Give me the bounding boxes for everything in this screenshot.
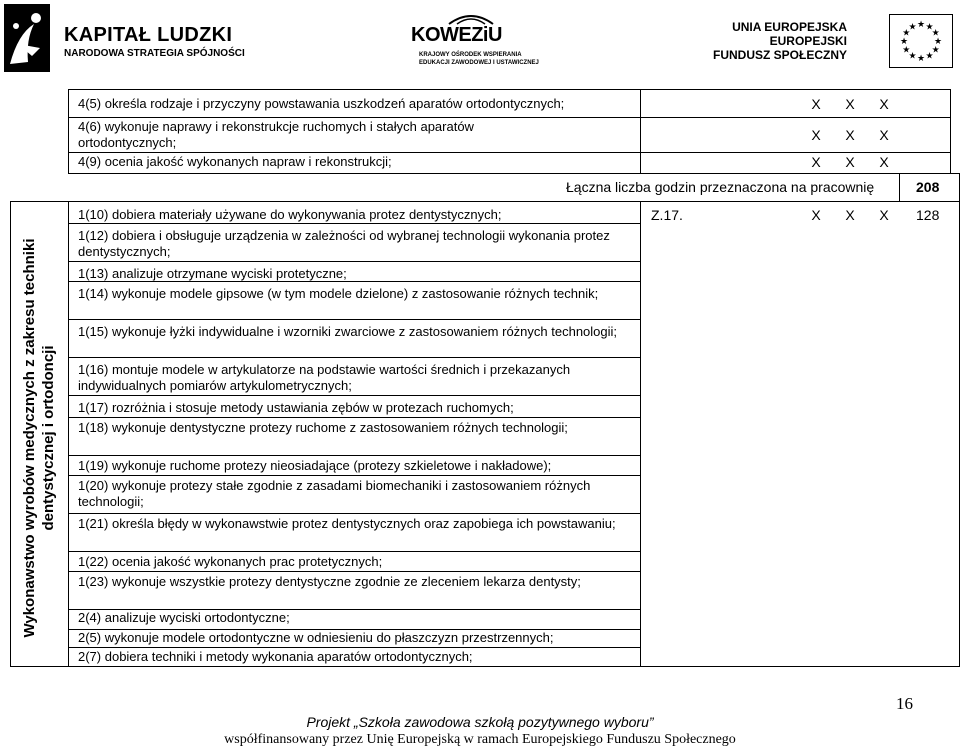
eu-line-1: UNIA EUROPEJSKA	[732, 20, 847, 34]
eu-star-icon: ★	[925, 21, 934, 32]
koweziu-subtitle-2: EDUKACJI ZAWODOWEJ I USTAWICZNEJ	[419, 60, 539, 66]
table-row-text: 1(16) montuje modele w artykulatorze na podstawie wartości średnich i przekazanych indywidualnych pomiarów artykulometrycznych;	[78, 362, 571, 393]
table-row-text: 1(23) wykonuje wszystkie protezy dentystyczne zgodnie ze zleceniem lekarza dentysty;	[78, 574, 581, 589]
footer-project: Projekt „Szkoła zawodowa szkołą pozytywnego wyboru”	[306, 714, 654, 730]
table-row-text: 4(6) wykonuje naprawy i rekonstrukcje ruchomych i stałych aparatów ortodontycznych;	[78, 119, 474, 150]
kapital-ludzki-subtitle: NARODOWA STRATEGIA SPÓJNOŚCI	[64, 48, 245, 59]
mark-cell: X	[879, 154, 889, 170]
eu-line-3: FUNDUSZ SPOŁECZNY	[712, 48, 847, 62]
mark-cell: X	[811, 127, 821, 143]
hours-cell: 128	[916, 207, 940, 223]
eu-star-icon: ★	[925, 50, 934, 61]
table-row-text: 1(15) wykonuje łyżki indywidualne i wzorniki zwarciowe z zastosowaniem różnych technologii;	[78, 324, 618, 339]
eu-star-icon: ★	[933, 36, 943, 46]
table-row-text: 1(13) analizuje otrzymane wyciski protetyczne;	[78, 266, 347, 281]
mark-cell: X	[879, 96, 889, 112]
koweziu-subtitle-1: KRAJOWY OŚRODEK WSPIERANIA	[419, 52, 522, 58]
eu-star-icon: ★	[902, 27, 911, 38]
eu-star-icon: ★	[899, 36, 909, 46]
koweziu-logo	[405, 12, 545, 72]
mark-cell: X	[811, 154, 821, 170]
koweziu-title: KOWEZiU	[411, 24, 502, 46]
table-row-text: 1(17) rozróżnia i stosuje metody ustawiania zębów w protezach ruchomych;	[78, 400, 514, 415]
footer-funding: współfinansowany przez Unię Europejską w ramach Europejskiego Funduszu Społecznego	[224, 732, 736, 747]
table-row-text: 1(20) wykonuje protezy stałe zgodnie z zasadami biomechaniki i zastosowaniem różnych technologii;	[78, 478, 591, 509]
eu-star-icon: ★	[908, 21, 917, 32]
eu-star-icon: ★	[908, 50, 917, 61]
mark-cell: X	[845, 127, 855, 143]
table-row-text: 1(22) ocenia jakość wykonanych prac protetycznych;	[78, 554, 383, 569]
table-row-text: 1(19) wykonuje ruchome protezy nieosiadające (protezy szkieletowe i nakładowe);	[78, 458, 552, 473]
kapital-ludzki-title: KAPITAŁ LUDZKI	[64, 24, 233, 46]
eu-star-icon: ★	[916, 53, 926, 63]
eu-logo	[672, 14, 957, 74]
eu-flag-icon	[889, 14, 953, 68]
summary-value: 208	[916, 179, 940, 195]
eu-star-icon: ★	[902, 44, 911, 55]
page-number: 16	[896, 694, 913, 713]
eu-star-icon: ★	[931, 27, 940, 38]
mark-cell: X	[845, 154, 855, 170]
eu-text	[713, 20, 847, 62]
table-row-text: 4(5) określa rodzaje i przyczyny powstawania uszkodzeń aparatów ortodontycznych;	[78, 96, 565, 111]
eu-star-icon: ★	[931, 44, 940, 55]
table-row-text: 2(5) wykonuje modele ortodontyczne w odniesieniu do płaszczyzn przestrzennych;	[78, 630, 554, 645]
mark-cell: X	[845, 96, 855, 112]
table-row-text: 2(7) dobiera techniki i metody wykonania aparatów ortodontycznych;	[78, 649, 473, 664]
section-side-label	[10, 210, 68, 666]
mark-cell: X	[879, 207, 889, 223]
mark-cell: X	[811, 207, 821, 223]
table-row-text: 1(14) wykonuje modele gipsowe (w tym modele dzielone) z zastosowanie różnych technik;	[78, 286, 599, 301]
mark-cell: X	[879, 127, 889, 143]
mark-cell: X	[845, 207, 855, 223]
side-label-line-2: dentystycznej i ortodoncji	[40, 345, 57, 531]
table-row-text: 1(10) dobiera materiały używane do wykonywania protez dentystycznych;	[78, 207, 502, 222]
side-label-line-1: Wykonawstwo wyrobów medycznych z zakresu techniki	[21, 238, 38, 638]
kapital-ludzki-mark-icon	[4, 4, 50, 72]
mark-cell: X	[811, 96, 821, 112]
table-row-text: 4(9) ocenia jakość wykonanych napraw i rekonstrukcji;	[78, 154, 392, 169]
table-row-text: 2(4) analizuje wyciski ortodontyczne;	[78, 610, 290, 625]
eu-star-icon: ★	[916, 19, 926, 29]
code-cell: Z.17.	[651, 207, 683, 223]
kapital-ludzki-logo	[4, 4, 245, 74]
summary-label: Łączna liczba godzin przeznaczona na pracownię	[566, 179, 875, 195]
table-row-text: 1(12) dobiera i obsługuje urządzenia w zależności od wybranej technologii wykonania protez dentystycznych;	[78, 228, 610, 259]
table-row-text: 1(18) wykonuje dentystyczne protezy ruchome z zastosowaniem różnych technologii;	[78, 420, 568, 435]
table-row-text: 1(21) określa błędy w wykonawstwie protez dentystycznych oraz zapobiega ich powstawaniu;	[78, 516, 616, 531]
eu-line-2: EUROPEJSKI	[769, 34, 847, 48]
